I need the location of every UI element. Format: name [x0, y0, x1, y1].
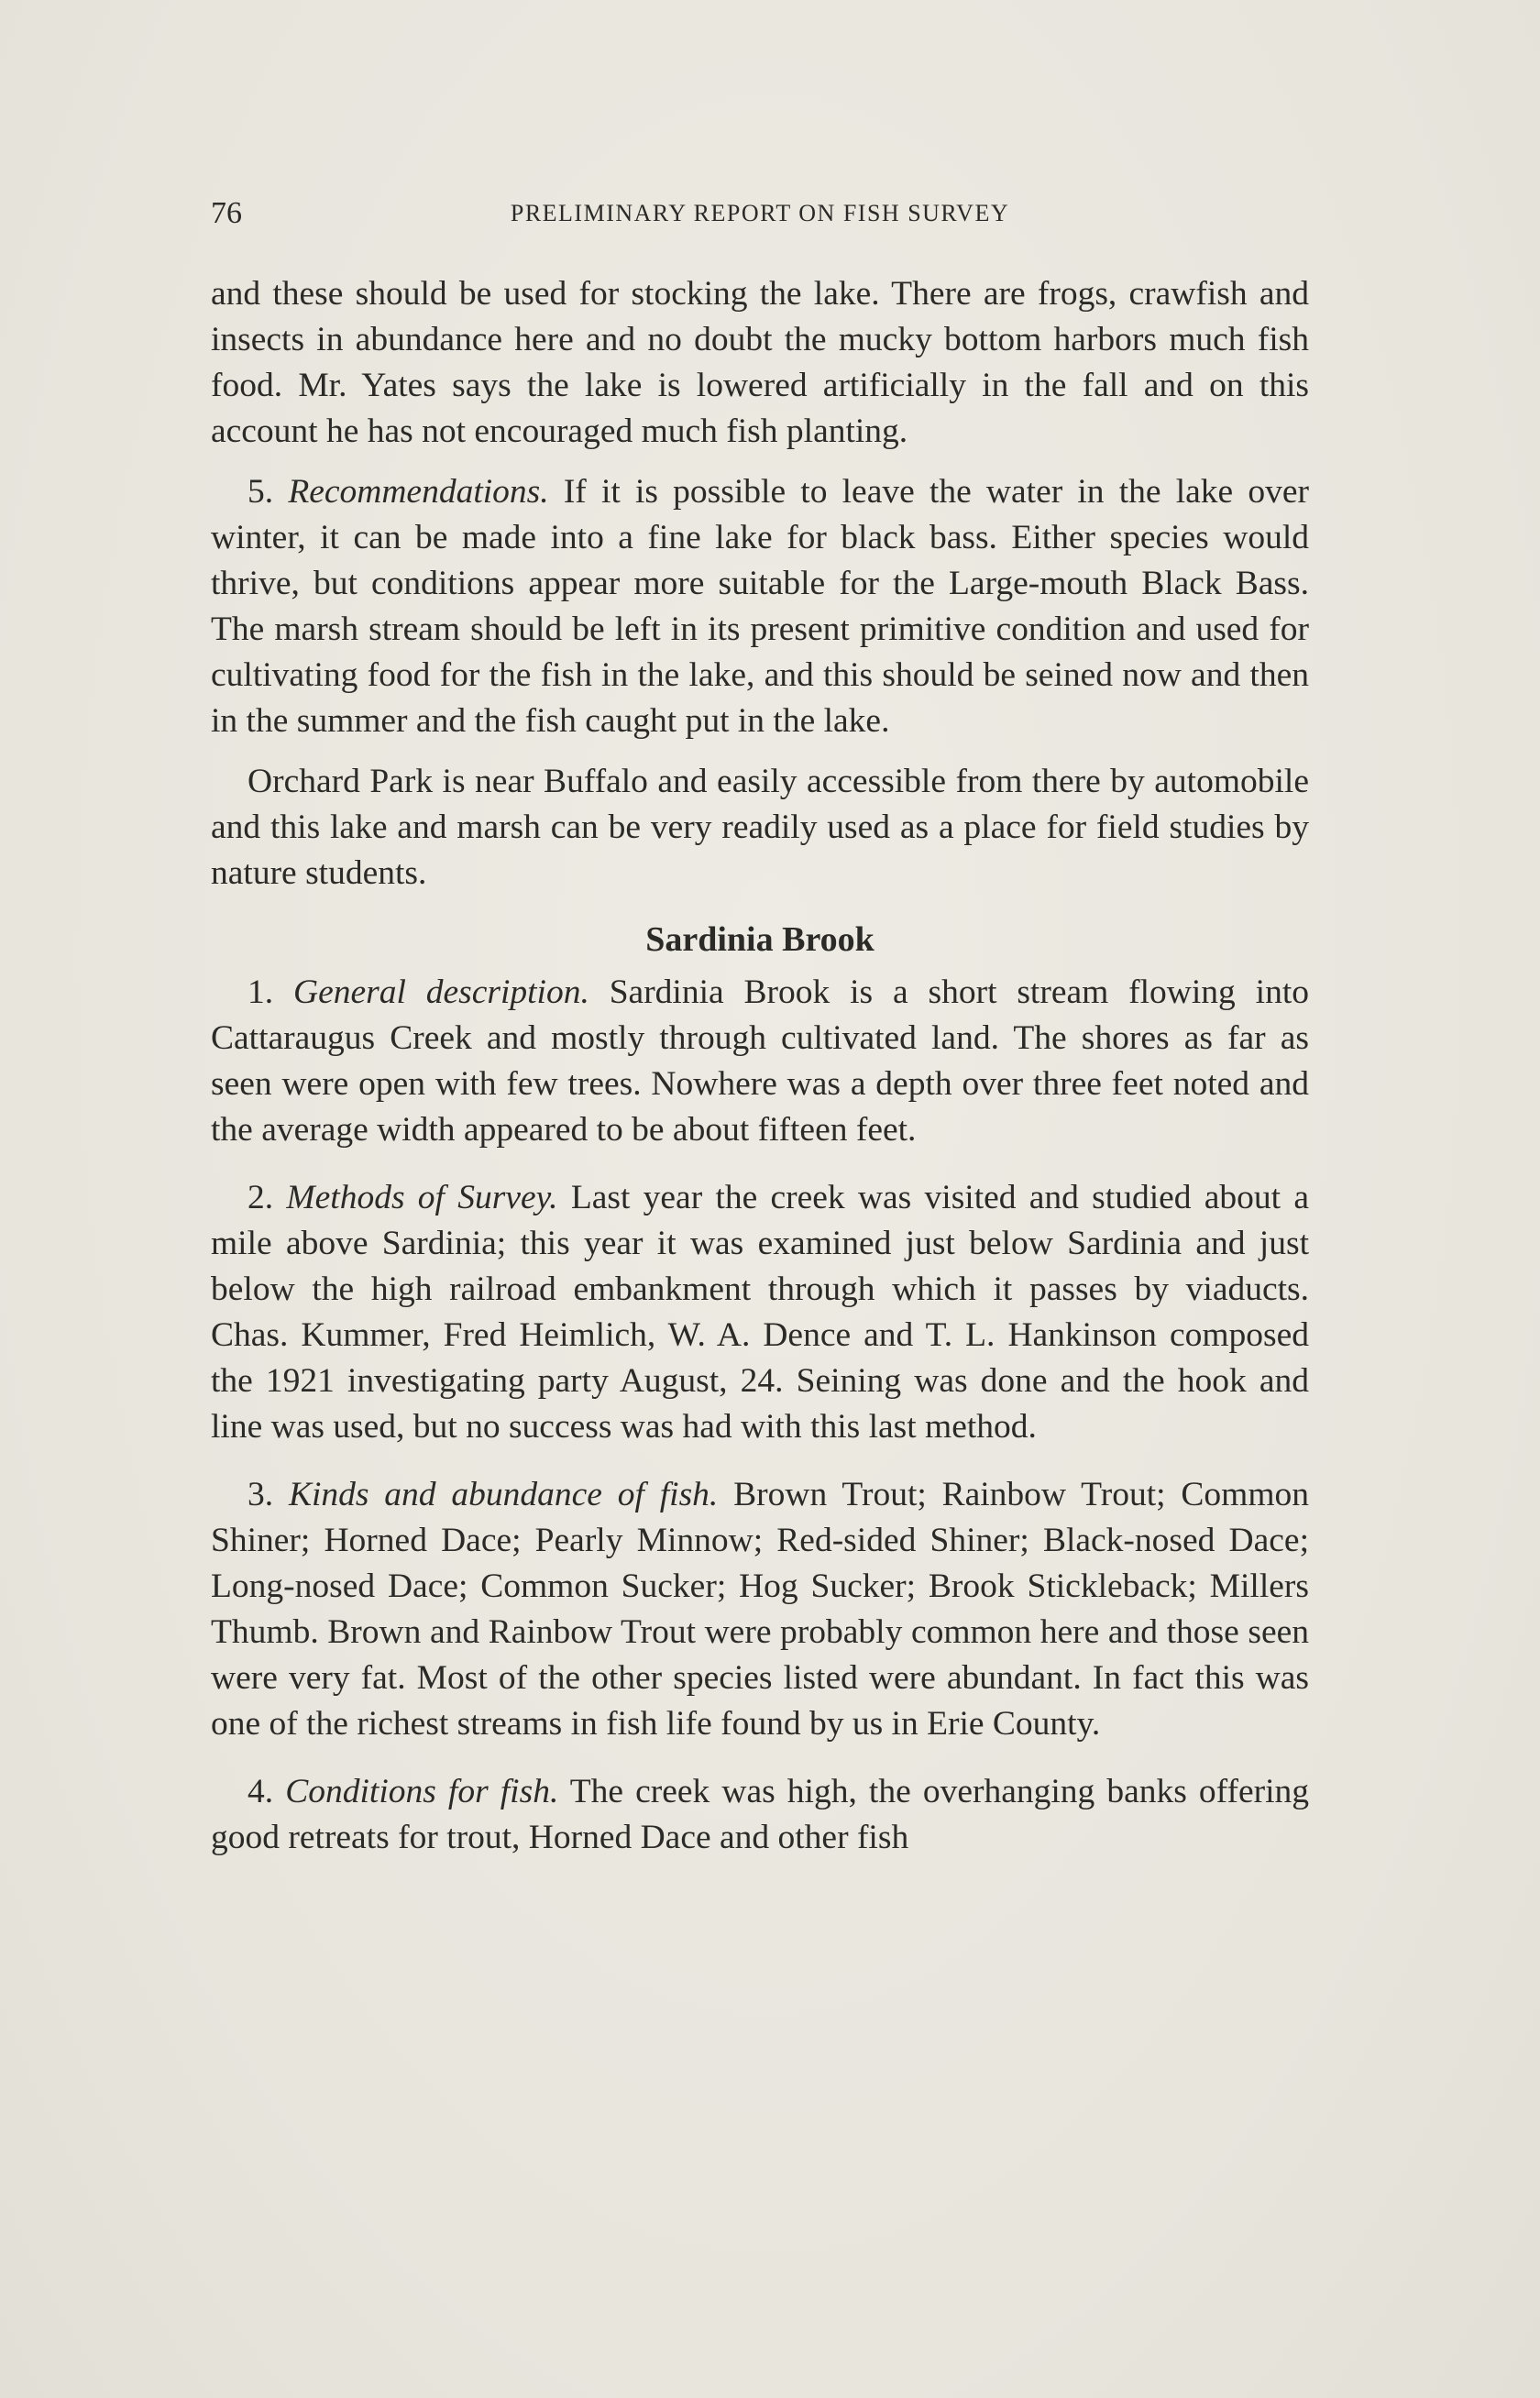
paragraph-kinds-of-fish	[211, 1472, 1309, 1747]
item-heading: Recommendations.	[288, 473, 549, 511]
item-number: 5.	[248, 473, 274, 511]
paragraph-text: Sardinia Brook is a short stream flowing into Cattaraugus Creek and mostly through cultivated land. The shores as far as seen were open with few trees. Nowhere was a depth over three feet noted and the average width appeared to be about fifteen feet.	[211, 974, 1309, 1149]
item-heading: Methods of Survey.	[286, 1179, 558, 1216]
item-number: 3.	[248, 1476, 274, 1513]
body-text	[211, 271, 1309, 1861]
paragraph-text: The creek was high, the overhanging banks offering good retreats for trout, Horned Dace and other fish	[211, 1773, 1310, 1856]
paragraph-text: Brown Trout; Rainbow Trout; Common Shiner; Horned Dace; Pearly Minnow; Red-sided Shiner; Black-nosed Dace; Long-nosed Dace; Common Sucker; Hog Sucker; Brook Stickleback; Millers Thumb. Brown and Rainbow Trout were probably common here and those seen were very fat. Most of the other species listed were abundant. In fact this was one of the richest streams in fish life found by us in Erie County.	[211, 1476, 1310, 1743]
paragraph-general-description	[211, 970, 1309, 1153]
page-number: 76	[211, 196, 242, 230]
running-title: PRELIMINARY REPORT ON FISH SURVEY	[510, 200, 1010, 226]
paragraph-conditions-for-fish	[211, 1769, 1309, 1861]
paragraph-continuation	[211, 271, 1309, 455]
paragraph-text: If it is possible to leave the water in the lake over winter, it can be made into a fine lake for black bass. Either species would thrive, but conditions appear more suitable for the Large-mouth Black Bass. The marsh stream should be left in its present primitive condition and used for cultivating food for the fish in the lake, and this should be seined now and then in the summer and the fish caught put in the lake.	[211, 473, 1309, 740]
paragraph-text: Last year the creek was visited and studied about a mile above Sardinia; this year it was examined just below Sardinia and just below the high railroad embankment through which it passes by viaducts. Chas. Kummer, Fred Heimlich, W. A. Dence and T. L. Hankinson composed the 1921 investigating party August, 24. Seining was done and the hook and line was used, but no success was had with this last method.	[211, 1179, 1309, 1446]
item-heading: Conditions for fish.	[285, 1773, 559, 1810]
paragraph-orchard-park	[211, 759, 1309, 896]
item-heading: Kinds and abundance of fish.	[288, 1476, 719, 1513]
item-heading: General description.	[292, 974, 589, 1011]
item-number: 2.	[248, 1179, 274, 1216]
running-head	[211, 192, 1309, 235]
paragraph-text: and these should be used for stocking the lake. There are frogs, crawfish and insects in abundance here and no doubt the mucky bottom harbors much fish food. Mr. Yates says the lake is lowered artificially in the fall and on this account he has not encouraged much fish planting.	[211, 275, 1309, 450]
item-number: 1.	[248, 974, 274, 1011]
paragraph-methods-of-survey	[211, 1175, 1309, 1450]
section-heading: Sardinia Brook	[645, 920, 874, 959]
paragraph-recommendations	[211, 469, 1309, 744]
item-number: 4.	[248, 1773, 274, 1810]
paragraph-text: Orchard Park is near Buffalo and easily accessible from there by automobile and this lake and marsh can be very readily used as a place for field studies by nature students.	[211, 763, 1309, 892]
